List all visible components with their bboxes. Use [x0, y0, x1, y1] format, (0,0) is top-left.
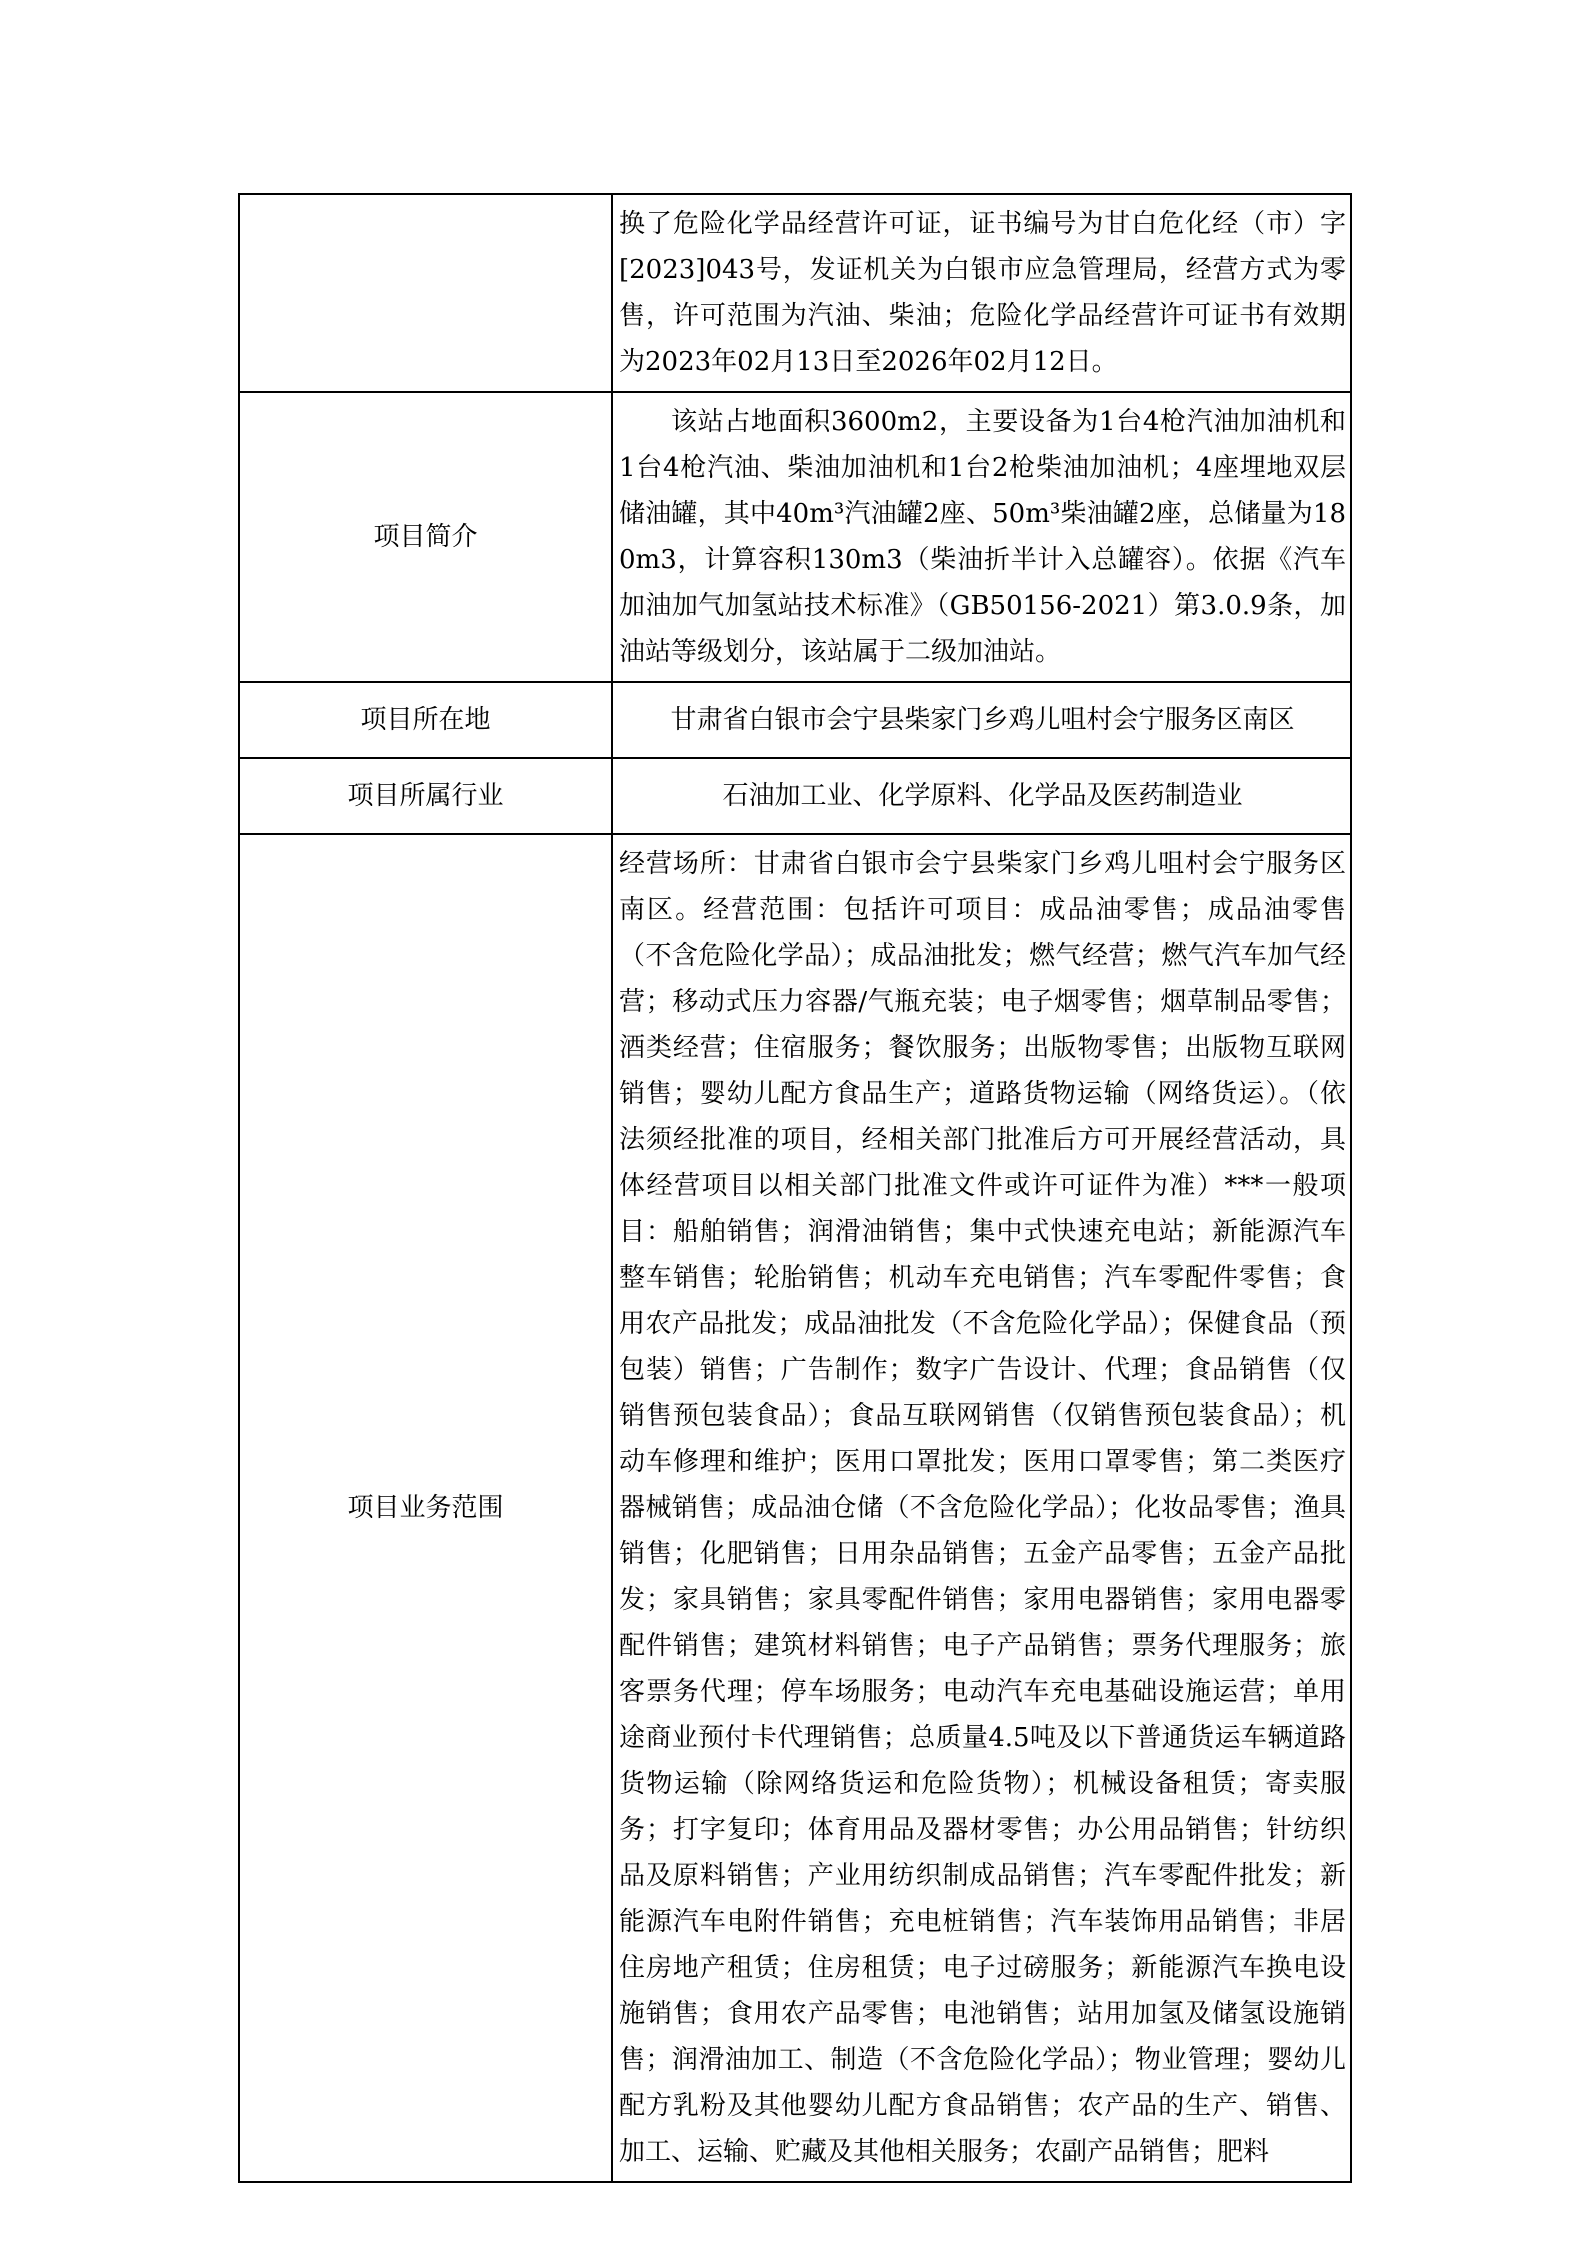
project-intro-text	[612, 392, 1351, 682]
table-row-certificate	[239, 194, 1351, 392]
business-scope-text	[612, 834, 1351, 2182]
table-row-location	[239, 682, 1351, 758]
location-text: 甘肃省白银市会宁县柴家门乡鸡儿咀村会宁服务区南区	[612, 682, 1351, 758]
table-row-project-intro	[239, 392, 1351, 682]
row-label-business-scope: 项目业务范围	[239, 834, 612, 2182]
project-info-table	[238, 193, 1352, 2183]
certificate-paragraph: 换了危险化学品经营许可证，证书编号为甘白危化经（市）字[2023]043号，发证机关为白银市应急管理局，经营方式为零售，许可范围为汽油、柴油；危险化学品经营许可证书有效期为2023年02月13日至2026年02月12日。	[619, 209, 1346, 377]
row-label-industry: 项目所属行业	[239, 758, 612, 834]
industry-text: 石油加工业、化学原料、化学品及医药制造业	[612, 758, 1351, 834]
business-scope-paragraph: 经营场所：甘肃省白银市会宁县柴家门乡鸡儿咀村会宁服务区南区。经营范围：包括许可项目：成品油零售；成品油零售（不含危险化学品）；成品油批发；燃气经营；燃气汽车加气经营；移动式压力容器/气瓶充装；电子烟零售；烟草制品零售；酒类经营；住宿服务；餐饮服务；出版物零售；出版物互联网销售；婴幼儿配方食品生产；道路货物运输（网络货运）。（依法须经批准的项目，经相关部门批准后方可开展经营活动，具体经营项目以相关部门批准文件或许可证件为准）***一般项目：船舶销售；润滑油销售；集中式快速充电站；新能源汽车整车销售；轮胎销售；机动车充电销售；汽车零配件零售；食用农产品批发；成品油批发（不含危险化学品）；保健食品（预包装）销售；广告制作；数字广告设计、代理；食品销售（仅销售预包装食品）；食品互联网销售（仅销售预包装食品）；机动车修理和维护；医用口罩批发；医用口罩零售；第二类医疗器械销售；成品油仓储（不含危险化学品）；化妆品零售；渔具销售；化肥销售；日用杂品销售；五金产品零售；五金产品批发；家具销售；家具零配件销售；家用电器销售；家用电器零配件销售；建筑材料销售；电子产品销售；票务代理服务；旅客票务代理；停车场服务；电动汽车充电基础设施运营；单用途商业预付卡代理销售；总质量4.5吨及以下普通货运车辆道路货物运输（除网络货运和危险货物）；机械设备租赁；寄卖服务；打字复印；体育用品及器材零售；办公用品销售；针纺织品及原料销售；产业用纺织制成品销售；汽车零配件批发；新能源汽车电附件销售；充电桩销售；汽车装饰用品销售；非居住房地产租赁；住房租赁；电子过磅服务；新能源汽车换电设施销售；食用农产品零售；电池销售；站用加氢及储氢设施销售；润滑油加工、制造（不含危险化学品）；物业管理；婴幼儿配方乳粉及其他婴幼儿配方食品销售；农产品的生产、销售、加工、运输、贮藏及其他相关服务；农副产品销售；肥料	[619, 849, 1346, 2167]
table-row-business-scope	[239, 834, 1351, 2182]
project-intro-paragraph: 该站占地面积3600m2，主要设备为1台4枪汽油加油机和1台4枪汽油、柴油加油机和1台2枪柴油加油机；4座埋地双层储油罐，其中40m³汽油罐2座、50m³柴油罐2座，总储量为180m3，计算容积130m3（柴油折半计入总罐容）。依据《汽车加油加气加氢站技术标准》（GB50156-2021）第3.0.9条，加油站等级划分，该站属于二级加油站。	[619, 407, 1346, 667]
row-label-project-intro: 项目简介	[239, 392, 612, 682]
row-label-location: 项目所在地	[239, 682, 612, 758]
certificate-text	[612, 194, 1351, 392]
row-label-empty	[239, 194, 612, 392]
table-row-industry	[239, 758, 1351, 834]
